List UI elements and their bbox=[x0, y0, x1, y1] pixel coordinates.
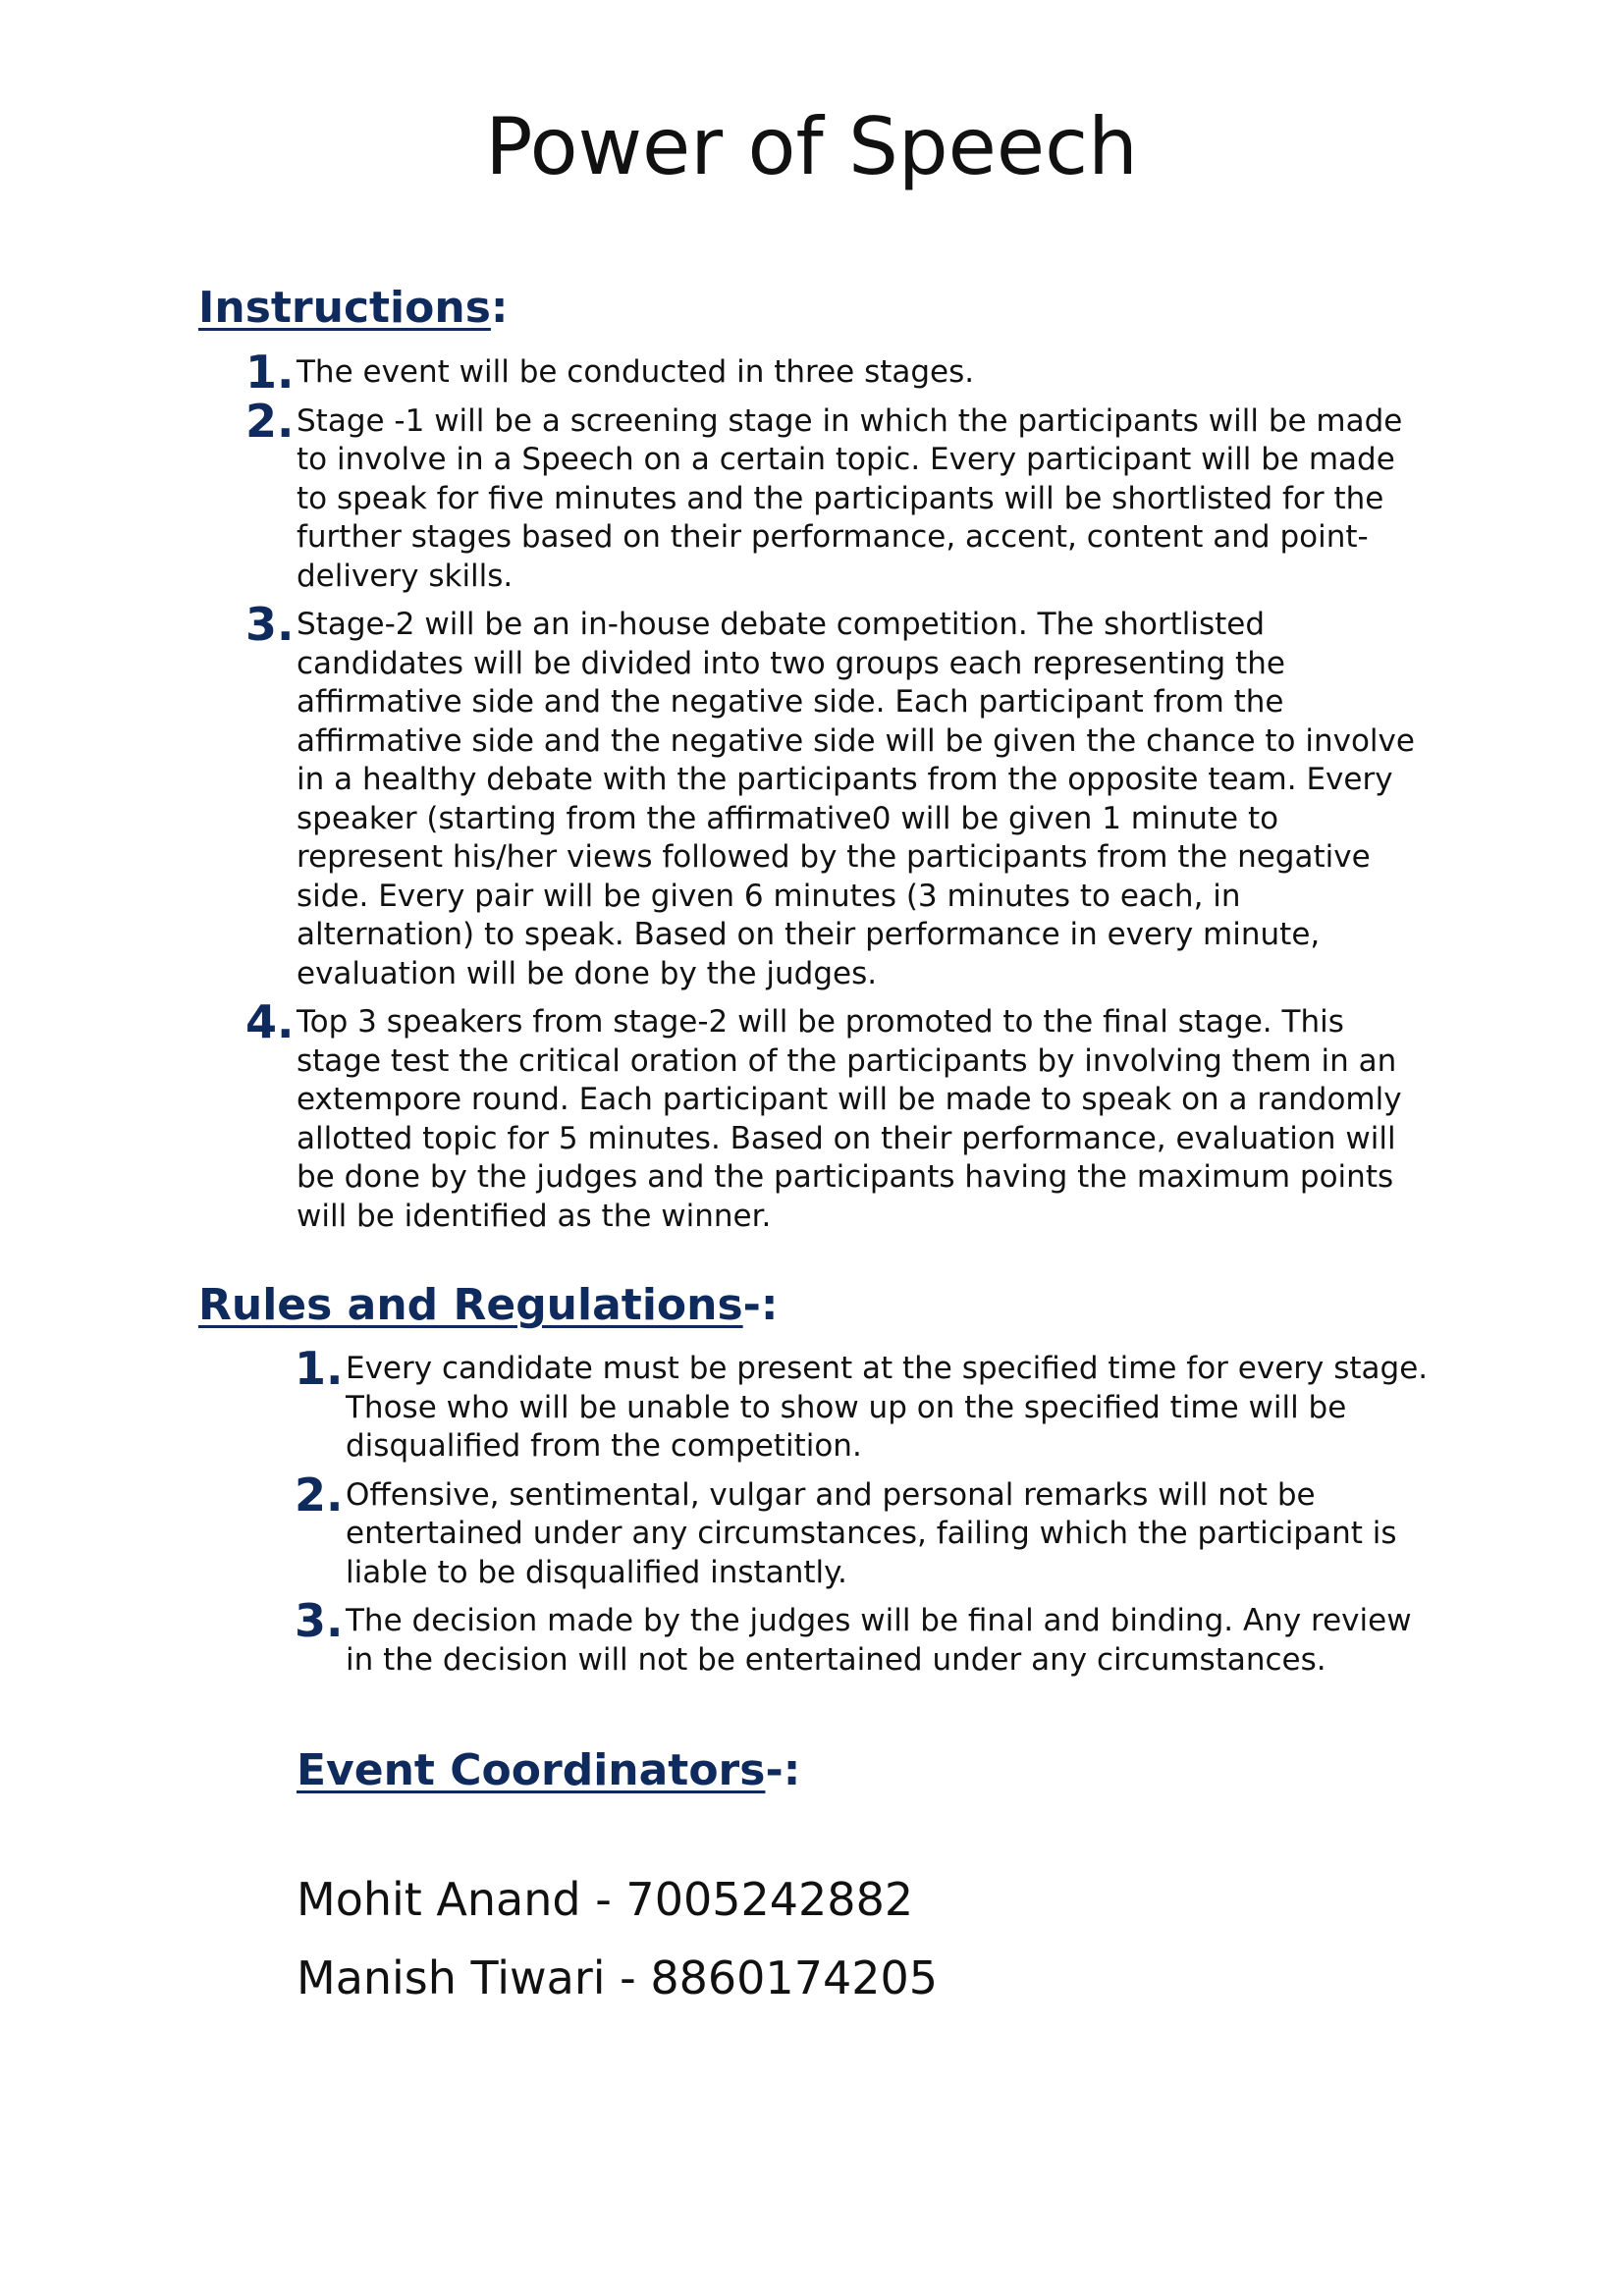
list-item bbox=[245, 346, 1426, 399]
list-number: 1. bbox=[245, 346, 295, 399]
coordinators-heading bbox=[297, 1743, 800, 1798]
coordinators-heading-suffix: -: bbox=[765, 1745, 801, 1795]
list-number: 3. bbox=[245, 598, 295, 651]
list-number: 2. bbox=[295, 1468, 344, 1522]
list-item bbox=[245, 394, 1426, 597]
page-title: Power of Speech bbox=[485, 101, 1138, 192]
instructions-heading bbox=[198, 281, 509, 336]
rules-list bbox=[295, 1342, 1435, 1689]
list-item-text: Every candidate must be present at the specified time for every stage. Those who will be unable to show up on the specified time will be disqualified from the competition. bbox=[346, 1351, 1429, 1464]
list-item-text: Stage-2 will be an in-house debate competition. The shortlisted candidates will be divided into two groups each representing the affirmative side and the negative side. Each participant from the affirmative side and the negative side will be given the chance to involve in a healthy debate with the participants from the opposite team. Every speaker (starting from the affirmative0 will be given 1 minute to represent his/her views followed by the participants from the negative side. Every pair will be given 6 minutes (3 minutes to each, in alternation) to speak. Based on their performance in every minute, evaluation will be done by the judges. bbox=[297, 607, 1415, 991]
coordinators-heading-text: Event Coordinators bbox=[297, 1745, 766, 1795]
list-number: 3. bbox=[295, 1594, 344, 1647]
list-item bbox=[245, 598, 1426, 993]
list-item bbox=[295, 1342, 1435, 1467]
list-number: 1. bbox=[295, 1342, 344, 1395]
list-item-text: The event will be conducted in three stages. bbox=[297, 354, 975, 390]
instructions-heading-text: Instructions bbox=[198, 283, 491, 333]
list-item bbox=[245, 995, 1426, 1236]
list-item-text: Stage -1 will be a screening stage in which the participants will be made to involve in a Speech on a certain topic. Every participant will be made to speak for five minutes and the participants will be shortlisted for the further stages based on their performance, accent, content and point-delivery skills. bbox=[297, 402, 1403, 594]
list-item-text: Top 3 speakers from stage-2 will be promoted to the final stage. This stage test the critical oration of the participants by involving them in an extempore round. Each participant will be made to speak on a randomly allotted topic for 5 minutes. Based on their performance, evaluation will be done by the judges and the participants having the maximum points will be identified as the winner. bbox=[297, 1004, 1402, 1234]
list-item bbox=[295, 1594, 1435, 1680]
list-number: 2. bbox=[245, 394, 295, 448]
instructions-list bbox=[245, 346, 1426, 1246]
coordinator-list bbox=[297, 1860, 938, 2017]
list-item-text: Offensive, sentimental, vulgar and personal remarks will not be entertained under any circumstances, failing which the participant is liable to be disqualified instantly. bbox=[346, 1476, 1397, 1590]
rules-heading bbox=[198, 1278, 779, 1333]
list-item-text: The decision made by the judges will be final and binding. Any review in the decision will not be entertained under any circumstances. bbox=[346, 1603, 1412, 1678]
coordinator-contact: Manish Tiwari - 8860174205 bbox=[297, 1951, 939, 2004]
coordinator-contact: Mohit Anand - 7005242882 bbox=[297, 1873, 914, 1926]
list-number: 4. bbox=[245, 995, 295, 1048]
rules-heading-suffix: -: bbox=[742, 1280, 779, 1330]
instructions-heading-suffix: : bbox=[490, 283, 509, 333]
list-item bbox=[295, 1468, 1435, 1593]
rules-heading-text: Rules and Regulations bbox=[198, 1280, 743, 1330]
